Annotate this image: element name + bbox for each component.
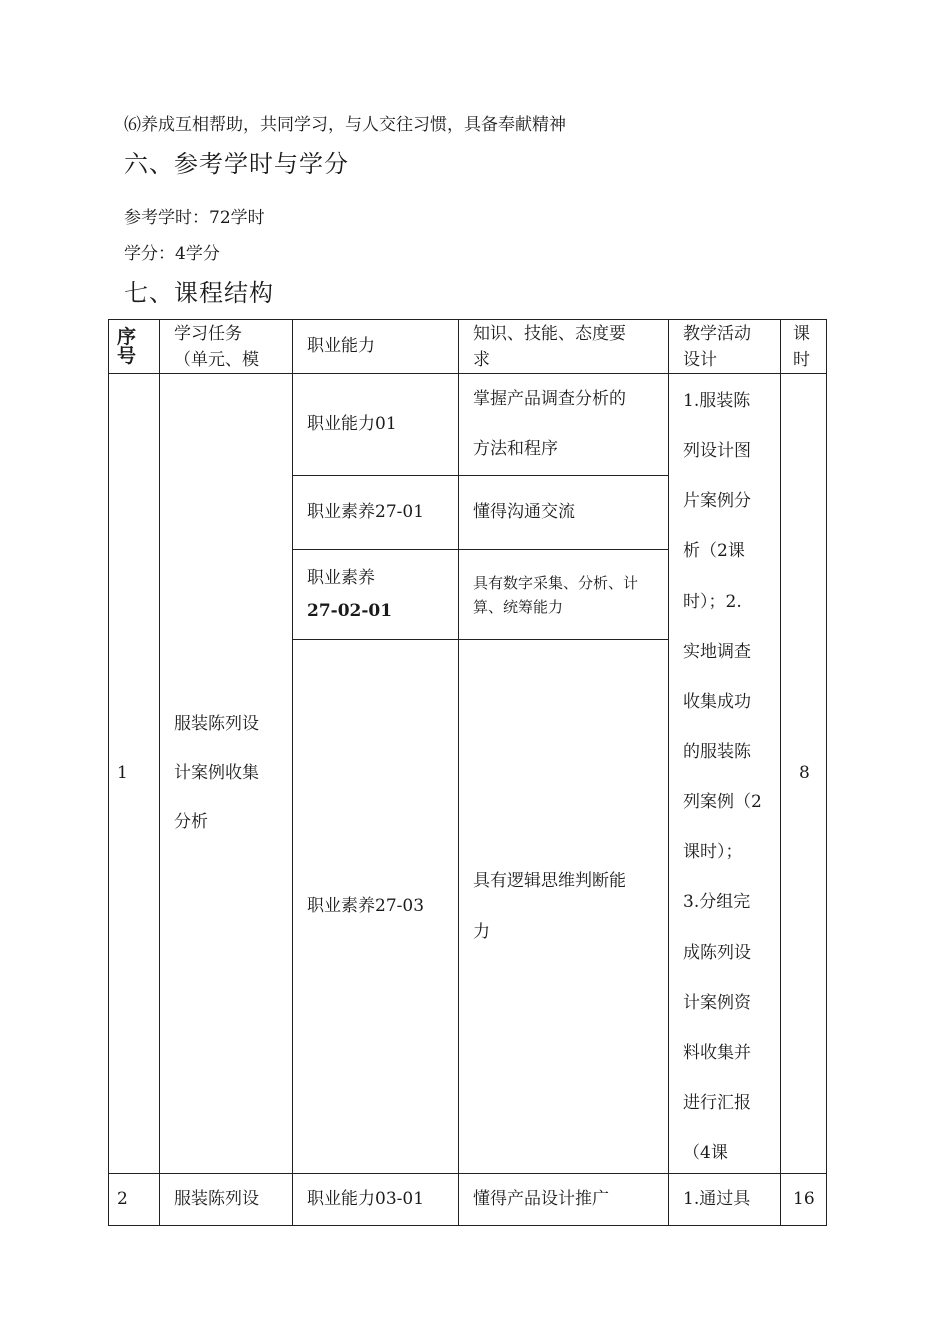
row1-activity-line: 课时）； [683, 842, 743, 863]
header-knowledge-line2: 求 [473, 349, 490, 370]
row1-activity-line: 收集成功 [683, 691, 751, 712]
row1-activity-line: 析（2课 [683, 541, 745, 562]
row1-activity-line: 片案例分 [683, 491, 751, 512]
row2-activity: 1.通过具 [669, 1174, 781, 1226]
row1-activity-line: 列设计图 [683, 441, 751, 462]
row2-ability: 职业能力03-01 [293, 1174, 459, 1226]
header-knowledge-line1: 知识、技能、态度要 [473, 324, 626, 344]
intro-item-6: ⑹养成互相帮助，共同学习，与人交往习惯，具备奉献精神 [124, 115, 566, 135]
row1-task-line: 计案例收集 [174, 762, 259, 783]
row1-activity-line: 列案例（2 [683, 792, 762, 813]
row2-task: 服装陈列设 [160, 1174, 293, 1226]
row1-activity-line: 进行汇报 [683, 1092, 751, 1113]
header-task [160, 320, 293, 374]
row1-task-line: 服装陈列设 [174, 713, 259, 734]
row1-req-3 [459, 549, 669, 639]
row1-activity-line: 料收集并 [683, 1042, 751, 1063]
row1-req-4-line: 具有逻辑思维判断能 [473, 871, 626, 892]
table-header-row [109, 320, 827, 374]
row1-req-1-line: 掌握产品调查分析的 [473, 389, 626, 410]
header-activity-line1: 教学活动 [683, 324, 751, 344]
row1-req-2: 懂得沟通交流 [459, 475, 669, 549]
header-ability: 职业能力 [293, 320, 459, 374]
header-hours-line1: 课 [793, 324, 810, 344]
header-task-line1: 学习任务 [174, 324, 242, 344]
header-activity-line2: 设计 [683, 349, 717, 370]
header-knowledge [459, 320, 669, 374]
section-6-heading: 六、参考学时与学分 [124, 150, 349, 178]
reference-hours: 参考学时：72学时 [124, 208, 265, 228]
row1-activity-line: 实地调查 [683, 641, 751, 662]
row1-req-3-line: 算、统筹能力 [473, 597, 564, 616]
row1-activity-line: 成陈列设 [683, 942, 751, 963]
row1-task-line: 分析 [174, 812, 208, 833]
header-task-line2: （单元、模 [174, 349, 259, 370]
table-row [109, 374, 827, 476]
credits: 学分：4学分 [124, 244, 220, 264]
header-hours-line2: 时 [793, 349, 810, 370]
row1-ability-3 [293, 549, 459, 639]
row1-activity-line: 1.服装陈 [683, 391, 751, 411]
row1-activity-line: 时）；2. [683, 591, 742, 612]
table-row [109, 1174, 827, 1226]
row1-req-4-line: 力 [473, 921, 490, 942]
row1-ability-4: 职业素养27-03 [293, 640, 459, 1174]
header-seq-text: 序号 [117, 325, 137, 367]
row1-activity-line: 计案例资 [683, 992, 751, 1013]
section-7-heading: 七、课程结构 [124, 279, 274, 307]
row1-req-4 [459, 640, 669, 1174]
row1-req-3-line: 具有数字采集、分析、计 [473, 573, 639, 592]
row1-req-1-line: 方法和程序 [473, 439, 558, 460]
row1-ability-1: 职业能力01 [293, 374, 459, 476]
row2-seq: 2 [109, 1174, 160, 1226]
header-seq [109, 320, 160, 374]
header-activity [669, 320, 781, 374]
row1-activity-line: 的服装陈 [683, 741, 751, 762]
course-structure-table [108, 319, 827, 1226]
row1-ability-3-line2: 27-02-01 [307, 600, 393, 621]
row2-hours: 16 [781, 1174, 827, 1226]
row1-ability-2: 职业素养27-01 [293, 475, 459, 549]
row1-task [160, 374, 293, 1174]
row1-seq: 1 [109, 374, 160, 1174]
header-hours [781, 320, 827, 374]
row1-activity [669, 374, 781, 1174]
row1-req-1 [459, 374, 669, 476]
row1-hours: 8 [781, 374, 827, 1174]
row1-activity-line: 3.分组完 [683, 892, 751, 913]
row2-req: 懂得产品设计推广 [459, 1174, 669, 1226]
row1-ability-3-line1: 职业素养 [307, 568, 375, 589]
row1-activity-line: （4课 [683, 1143, 728, 1164]
